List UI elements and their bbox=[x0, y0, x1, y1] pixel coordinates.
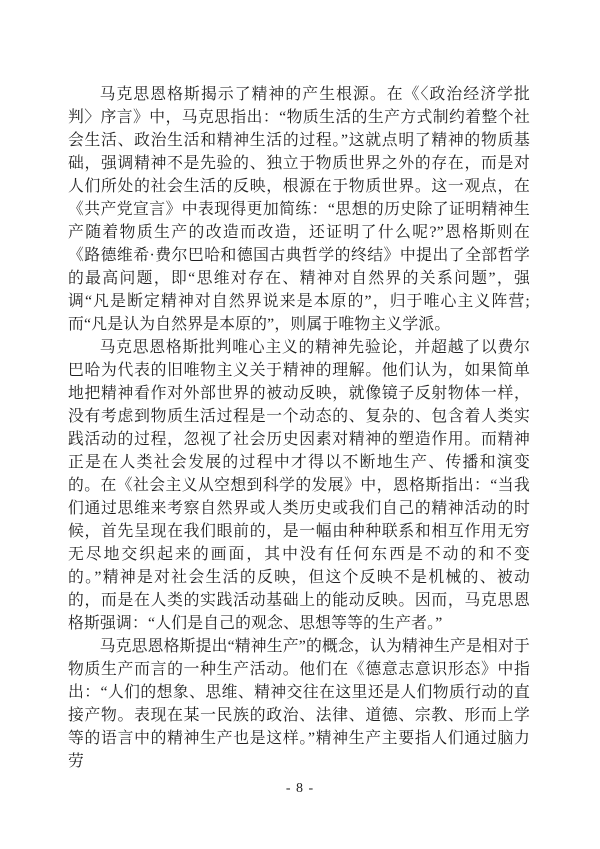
paragraph-1: 马克思恩格斯揭示了精神的产生根源。在《〈政治经济学批判〉序言》中，马克思指出：“物质生活的生产方式制约着整个社会生活、政治生活和精神生活的过程。”这就点明了精神的物质基础，强调精神不是先验的、独立于物质世界之外的存在，而是对人们所处的社会生活的反映，根源在于物质世界。这一观点，在《共产党宣言》中表现得更加简练：“思想的历史除了证明精神生产随着物质生产的改造而改造，还证明了什么呢?”恩格斯则在《路德维希·费尔巴哈和德国古典哲学的终结》中提出了全部哲学的最高问题，即“思维对存在、精神对自然界的关系问题”，强调“凡是断定精神对自然界说来是本原的”，归于唯心主义阵营;而“凡是认为自然界是本原的”，则属于唯物主义学派。 bbox=[68, 86, 530, 333]
paragraph-3: 马克思恩格斯提出“精神生产”的概念，认为精神生产是相对于物质生产而言的一种生产活动。他们在《德意志意识形态》中指出：“人们的想象、思维、精神交往在这里还是人们物质行动的直接产物。表现在某一民族的政治、法律、道德、宗教、形而上学等的语言中的精神生产也是这样。”精神生产主要指人们通过脑力劳 bbox=[68, 638, 530, 770]
paragraph-2: 马克思恩格斯批判唯心主义的精神先验论，并超越了以费尔巴哈为代表的旧唯物主义关于精神的理解。他们认为，如果简单地把精神看作对外部世界的被动反映，就像镜子反射物体一样，没有考虑到物质生活过程是一个动态的、复杂的、包含着人类实践活动的过程，忽视了社会历史因素对精神的塑造作用。而精神正是在人类社会发展的过程中才得以不断地生产、传播和演变的。在《社会主义从空想到科学的发展》中，恩格斯指出：“当我们通过思维来考察自然界或人类历史或我们自己的精神活动的时候，首先呈现在我们眼前的，是一幅由种种联系和相互作用无穷无尽地交织起来的画面，其中没有任何东西是不动的和不变的。”精神是对社会生活的反映，但这个反映不是机械的、被动的，而是在人类的实践活动基础上的能动反映。因而，马克思恩格斯强调：“人们是自己的观念、思想等等的生产者。” bbox=[68, 339, 530, 632]
document-body bbox=[68, 83, 530, 773]
page-number: - 8 - bbox=[285, 781, 315, 796]
